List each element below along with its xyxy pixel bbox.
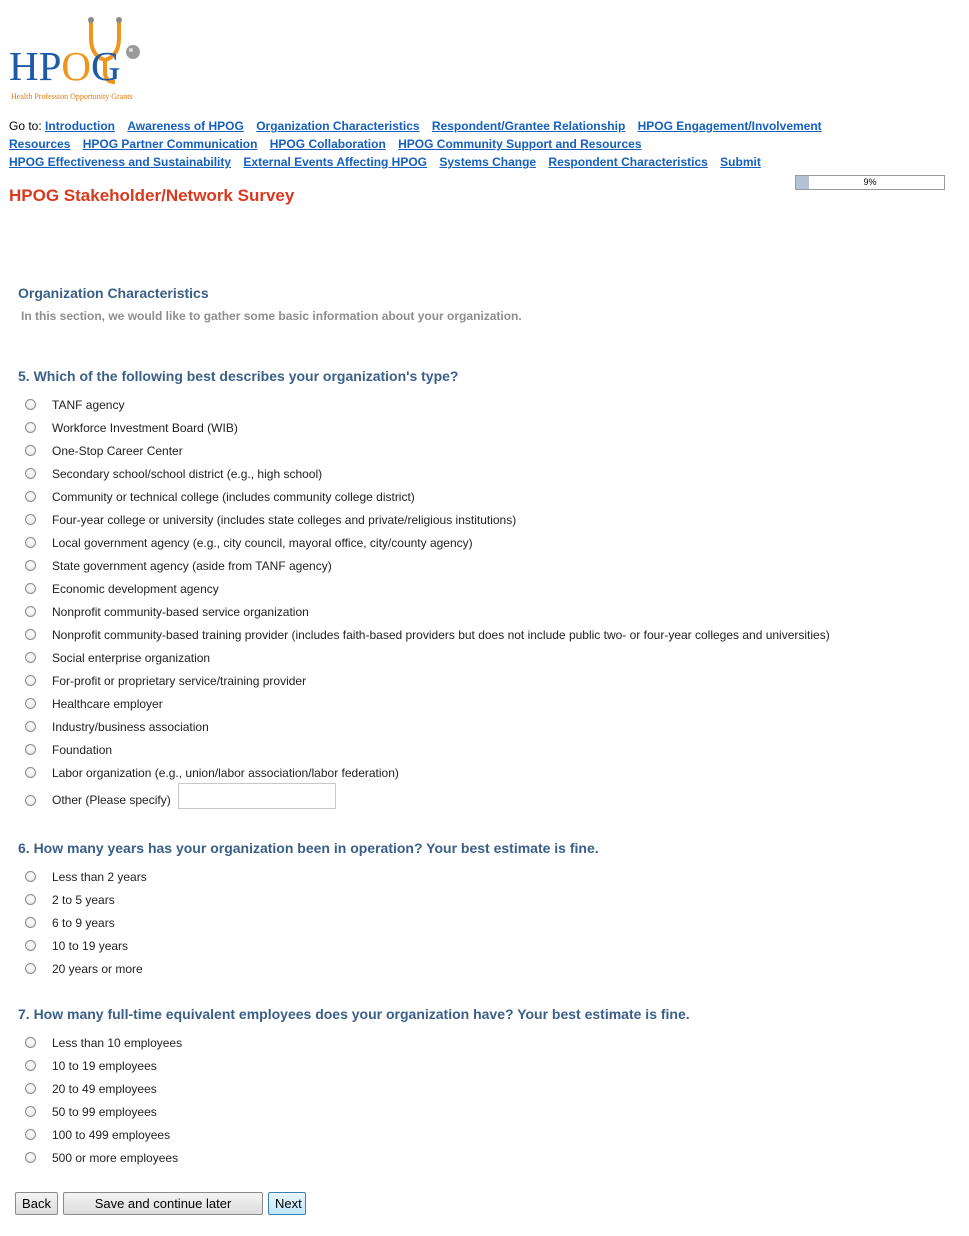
- option: [18, 1031, 948, 1054]
- nav-link-partner-communication[interactable]: HPOG Partner Communication: [82, 137, 258, 151]
- goto-label: Go to:: [9, 119, 42, 133]
- option: [18, 646, 948, 669]
- nav-link-submit[interactable]: Submit: [720, 155, 761, 169]
- option: [18, 692, 948, 715]
- radio-button[interactable]: [25, 1152, 36, 1163]
- option: [18, 439, 948, 462]
- option: [18, 1123, 948, 1146]
- option: [18, 393, 948, 416]
- option-label: Secondary school/school district (e.g., high school): [52, 466, 323, 481]
- radio-button[interactable]: [25, 422, 36, 433]
- nav-link-engagement-involvement[interactable]: HPOG Engagement/Involvement: [637, 119, 822, 133]
- option: [18, 911, 948, 934]
- radio-button[interactable]: [25, 583, 36, 594]
- radio-button[interactable]: [25, 894, 36, 905]
- radio-button[interactable]: [25, 744, 36, 755]
- radio-button[interactable]: [25, 963, 36, 974]
- option: [18, 957, 948, 980]
- radio-button[interactable]: [25, 1129, 36, 1140]
- radio-button[interactable]: [25, 514, 36, 525]
- radio-button[interactable]: [25, 445, 36, 456]
- option-label: Nonprofit community-based training provider (includes faith-based providers but does not include public two- or four-year colleges and universities): [52, 627, 830, 642]
- radio-button[interactable]: [25, 537, 36, 548]
- option-label: Foundation: [52, 742, 113, 757]
- other-specify-input[interactable]: [178, 783, 336, 809]
- option: [18, 462, 948, 485]
- nav-link-collaboration[interactable]: HPOG Collaboration: [269, 137, 386, 151]
- nav-link-resources[interactable]: Resources: [9, 137, 71, 151]
- option-label: Other (Please specify): [52, 793, 171, 807]
- option-label: Less than 2 years: [52, 869, 147, 884]
- nav-link-systems-change[interactable]: Systems Change: [439, 155, 537, 169]
- option-label: 20 years or more: [52, 961, 143, 976]
- option-label: 10 to 19 employees: [52, 1058, 157, 1073]
- nav-link-awareness[interactable]: Awareness of HPOG: [127, 119, 244, 133]
- option-label: Social enterprise organization: [52, 650, 211, 665]
- option: [18, 761, 948, 784]
- radio-button[interactable]: [25, 917, 36, 928]
- radio-button[interactable]: [25, 1083, 36, 1094]
- question-text: 7. How many full-time equivalent employees does your organization have? Your best estimate is fine.: [18, 1006, 690, 1022]
- option: [18, 600, 948, 623]
- option-label: Workforce Investment Board (WIB): [52, 420, 238, 435]
- nav-link-respondent-grantee-relationship[interactable]: Respondent/Grantee Relationship: [431, 119, 626, 133]
- form-buttons: [15, 1192, 306, 1215]
- nav-link-community-support[interactable]: HPOG Community Support and Resources: [398, 137, 642, 151]
- radio-button[interactable]: [25, 675, 36, 686]
- section-intro: In this section, we would like to gather some basic information about your organization.: [21, 309, 522, 323]
- option: [18, 554, 948, 577]
- option: [18, 1054, 948, 1077]
- option: [18, 416, 948, 439]
- option-label: 6 to 9 years: [52, 915, 115, 930]
- radio-button[interactable]: [25, 871, 36, 882]
- option-label: Industry/business association: [52, 719, 209, 734]
- option: [18, 715, 948, 738]
- radio-button[interactable]: [25, 629, 36, 640]
- option-label: Less than 10 employees: [52, 1035, 183, 1050]
- radio-button[interactable]: [25, 698, 36, 709]
- section-navigation: [9, 117, 929, 171]
- option: [18, 738, 948, 761]
- option: [18, 485, 948, 508]
- option-label: TANF agency: [52, 397, 125, 412]
- nav-link-respondent-characteristics[interactable]: Respondent Characteristics: [548, 155, 708, 169]
- option-label: Four-year college or university (includes state colleges and private/religious institutions): [52, 512, 517, 527]
- option-label: Community or technical college (includes community college district): [52, 489, 415, 504]
- option-label: 20 to 49 employees: [52, 1081, 157, 1096]
- option-label: For-profit or proprietary service/training provider: [52, 673, 307, 688]
- section-heading: Organization Characteristics: [18, 285, 209, 301]
- radio-button[interactable]: [25, 468, 36, 479]
- option: [18, 865, 948, 888]
- question-text: 6. How many years has your organization been in operation? Your best estimate is fine.: [18, 840, 599, 856]
- radio-button[interactable]: [25, 491, 36, 502]
- radio-button[interactable]: [25, 1106, 36, 1117]
- radio-button[interactable]: [25, 1037, 36, 1048]
- back-button[interactable]: Back: [15, 1192, 58, 1215]
- radio-button[interactable]: [25, 560, 36, 571]
- nav-link-introduction[interactable]: Introduction: [45, 119, 116, 133]
- radio-button[interactable]: [25, 940, 36, 951]
- option: [18, 934, 948, 957]
- question-5: [18, 367, 948, 816]
- option: [18, 1146, 948, 1169]
- nav-link-external-events[interactable]: External Events Affecting HPOG: [243, 155, 428, 169]
- option: [18, 531, 948, 554]
- nav-link-effectiveness[interactable]: HPOG Effectiveness and Sustainability: [9, 155, 232, 169]
- option-label: Local government agency (e.g., city council, mayoral office, city/county agency): [52, 535, 473, 550]
- logo-tagline: Health Profession Opportunity Grants: [11, 92, 133, 101]
- option-other: [18, 784, 948, 816]
- next-button[interactable]: Next: [268, 1192, 306, 1215]
- option-label: Nonprofit community-based service organization: [52, 604, 309, 619]
- option: [18, 577, 948, 600]
- option-label: 500 or more employees: [52, 1150, 179, 1165]
- option-label: State government agency (aside from TANF agency): [52, 558, 332, 573]
- option-label: 50 to 99 employees: [52, 1104, 157, 1119]
- option: [18, 1100, 948, 1123]
- option-label: 10 to 19 years: [52, 938, 129, 953]
- hpog-logo: [9, 16, 169, 106]
- radio-button[interactable]: [25, 1060, 36, 1071]
- option: [18, 623, 948, 646]
- save-continue-later-button[interactable]: Save and continue later: [63, 1192, 263, 1215]
- option: [18, 669, 948, 692]
- option-label: 2 to 5 years: [52, 892, 115, 907]
- option-label: One-Stop Career Center: [52, 443, 183, 458]
- option: [18, 888, 948, 911]
- question-7: [18, 1005, 948, 1169]
- nav-link-organization-characteristics[interactable]: Organization Characteristics: [256, 119, 420, 133]
- radio-button[interactable]: [25, 652, 36, 663]
- radio-button[interactable]: [25, 606, 36, 617]
- logo-wordmark: HPOG: [9, 43, 121, 89]
- radio-button[interactable]: [25, 767, 36, 778]
- option-label: Healthcare employer: [52, 696, 163, 711]
- option-label: Economic development agency: [52, 581, 219, 596]
- progress-bar: [795, 175, 945, 190]
- option-label: 100 to 499 employees: [52, 1127, 171, 1142]
- question-text: 5. Which of the following best describes your organization's type?: [18, 368, 459, 384]
- radio-button[interactable]: [25, 399, 36, 410]
- option: [18, 508, 948, 531]
- option-label: Labor organization (e.g., union/labor association/labor federation): [52, 765, 399, 780]
- survey-title: HPOG Stakeholder/Network Survey: [9, 186, 295, 205]
- progress-label: 9%: [863, 177, 877, 187]
- radio-button[interactable]: [25, 721, 36, 732]
- question-6: [18, 839, 948, 980]
- option: [18, 1077, 948, 1100]
- radio-button[interactable]: [25, 795, 36, 806]
